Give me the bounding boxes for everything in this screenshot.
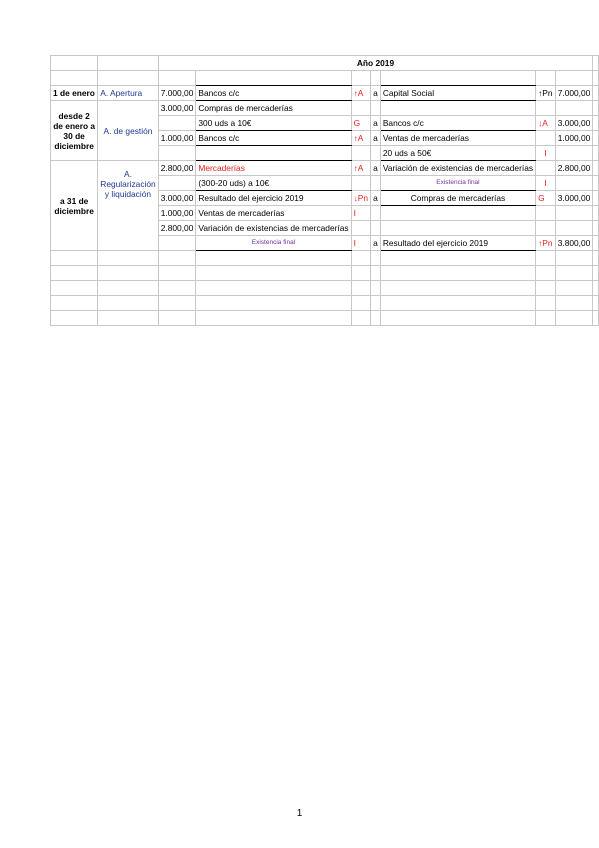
credit-account: Capital Social <box>380 86 535 101</box>
journal-row-mercaderias <box>51 161 599 176</box>
a-connector: a <box>371 236 381 251</box>
debit-amount: 3.000,00 <box>158 101 196 116</box>
credit-account: Existencia final <box>380 176 535 191</box>
entry-date: desde 2 de enero a 30 de diciembre <box>51 101 98 161</box>
debit-account: Existencia final <box>196 236 351 251</box>
debit-account: Bancos c/c <box>196 131 351 146</box>
a-connector: a <box>371 161 381 176</box>
credit-sign: ↑Pn <box>536 236 556 251</box>
entry-date: 1 de enero <box>51 86 98 101</box>
debit-amount: 1.000,00 <box>158 131 196 146</box>
credit-amount: 3.800,00 <box>555 236 593 251</box>
spacer-row <box>51 71 599 86</box>
debit-sign: ↑A <box>351 131 371 146</box>
debit-sign: ↓Pn <box>351 191 371 206</box>
debit-account: Mercaderías <box>196 161 351 176</box>
debit-account: Variación de existencias de mercaderías <box>196 221 351 236</box>
page-number: 1 <box>296 808 303 819</box>
debit-sign: I <box>351 206 371 221</box>
credit-account: Compras de mercaderías <box>380 191 535 206</box>
debit-account: (300-20 uds) a 10€ <box>196 176 351 191</box>
entry-type: A. Apertura <box>98 86 158 101</box>
debit-amount: 2.800,00 <box>158 221 196 236</box>
entry-date: a 31 de diciembre <box>51 161 98 251</box>
a-connector: a <box>371 116 381 131</box>
a-connector: a <box>371 131 381 146</box>
credit-account: Variación de existencias de mercaderías <box>380 161 535 176</box>
empty-row <box>51 266 599 281</box>
debit-amount: 7.000,00 <box>158 86 196 101</box>
a-connector: a <box>371 191 381 206</box>
credit-amount: 7.000,00 <box>555 86 593 101</box>
debit-account: Resultado del ejercicio 2019 <box>196 191 351 206</box>
debit-account: Bancos c/c <box>196 86 351 101</box>
credit-sign: G <box>536 191 556 206</box>
debit-sign: ↑A <box>351 161 371 176</box>
debit-account: Ventas de mercaderías <box>196 206 351 221</box>
credit-account: 20 uds a 50€ <box>380 146 535 161</box>
credit-account: Bancos c/c <box>380 116 535 131</box>
credit-amount: 3.000,00 <box>555 191 593 206</box>
credit-sign: I <box>536 146 556 161</box>
title-row <box>51 56 599 71</box>
debit-amount: 1.000,00 <box>158 206 196 221</box>
credit-account: Ventas de mercaderías <box>380 131 535 146</box>
debit-sign: I <box>351 236 371 251</box>
credit-amount: 2.800,00 <box>555 161 593 176</box>
debit-amount: 2.800,00 <box>158 161 196 176</box>
accounting-journal-table <box>50 55 599 326</box>
debit-sign: ↑A <box>351 86 371 101</box>
debit-sign: G <box>351 116 371 131</box>
journal-row-apertura <box>51 86 599 101</box>
entry-type: A. de gestión <box>98 101 158 161</box>
empty-row <box>51 296 599 311</box>
credit-amount: 3.000,00 <box>555 116 593 131</box>
entry-type: A. Regularización y liquidación <box>98 161 158 251</box>
empty-row <box>51 281 599 296</box>
year-title: Año 2019 <box>158 56 593 71</box>
credit-amount: 1.000,00 <box>555 131 593 146</box>
credit-sign: ↓A <box>536 116 556 131</box>
credit-sign: ↑Pn <box>536 86 556 101</box>
credit-account: Resultado del ejercicio 2019 <box>380 236 535 251</box>
debit-amount: 3.000,00 <box>158 191 196 206</box>
empty-row <box>51 251 599 266</box>
credit-sign: I <box>536 176 556 191</box>
debit-account: 300 uds a 10€ <box>196 116 351 131</box>
empty-row <box>51 311 599 326</box>
journal-row-compras <box>51 101 599 116</box>
a-connector: a <box>371 86 381 101</box>
debit-account: Compras de mercaderías <box>196 101 351 116</box>
